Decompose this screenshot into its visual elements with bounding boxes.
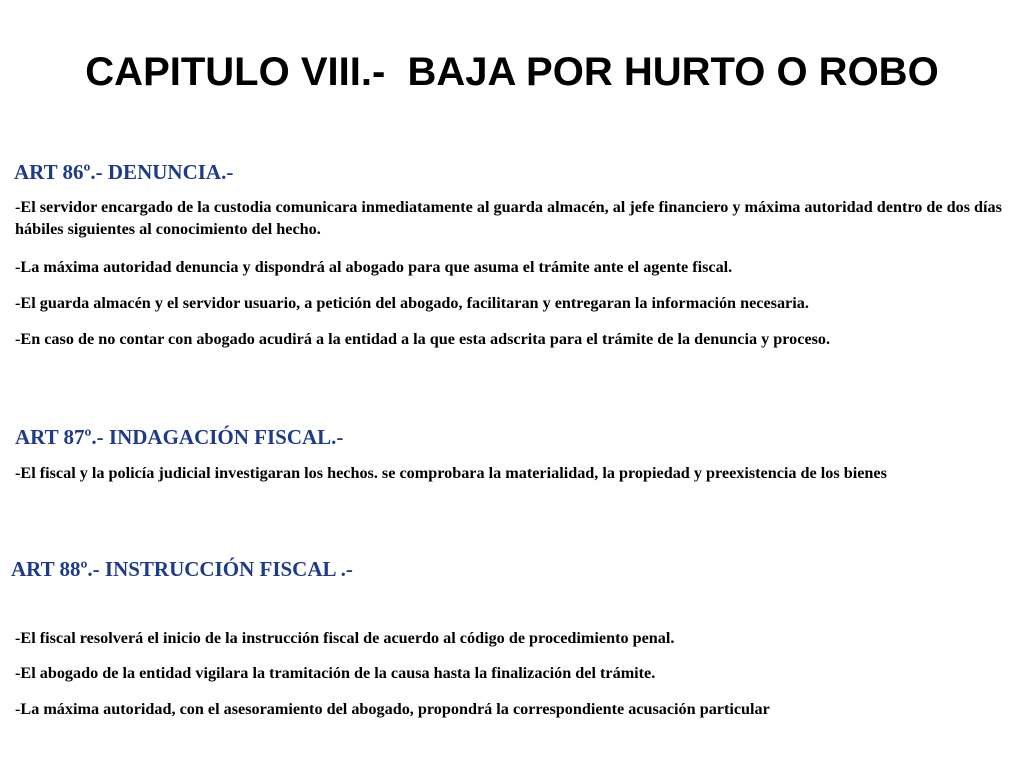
paragraph-art-88-3: -La máxima autoridad, con el asesoramiento del abogado, propondrá la correspondiente acusación particular — [15, 700, 770, 718]
paragraph-art-86-2: -La máxima autoridad denuncia y dispondrá al abogado para que asuma el trámite ante el agente fiscal. — [15, 258, 733, 276]
paragraph-art-86-3: -El guarda almacén y el servidor usuario, a petición del abogado, facilitaran y entregaran la información necesaria. — [15, 294, 809, 312]
section-heading-art-88: ART 88º.- INSTRUCCIÓN FISCAL .- — [11, 557, 353, 581]
paragraph-art-87-1: -El fiscal y la policía judicial investigaran los hechos. se comprobara la materialidad, la propiedad y preexistencia de los bienes — [15, 464, 887, 482]
paragraph-art-86-1: -El servidor encargado de la custodia comunicara inmediatamente al guarda almacén, al jefe financiero y máxima autoridad dentro de dos días hábiles siguientes al conocimiento del hecho. — [15, 198, 1002, 238]
paragraph-art-88-2: -El abogado de la entidad vigilara la tramitación de la causa hasta la finalización del trámite. — [15, 664, 656, 682]
paragraph-art-88-1: -El fiscal resolverá el inicio de la instrucción fiscal de acuerdo al código de procedimiento penal. — [15, 629, 675, 647]
page-title: CAPITULO VIII.- BAJA POR HURTO O ROBO — [85, 50, 939, 94]
paragraph-art-86-4: -En caso de no contar con abogado acudirá a la entidad a la que esta adscrita para el trámite de la denuncia y proceso. — [15, 330, 831, 348]
section-heading-art-86: ART 86º.- DENUNCIA.- — [14, 160, 234, 184]
section-heading-art-87: ART 87º.- INDAGACIÓN FISCAL.- — [15, 425, 344, 449]
